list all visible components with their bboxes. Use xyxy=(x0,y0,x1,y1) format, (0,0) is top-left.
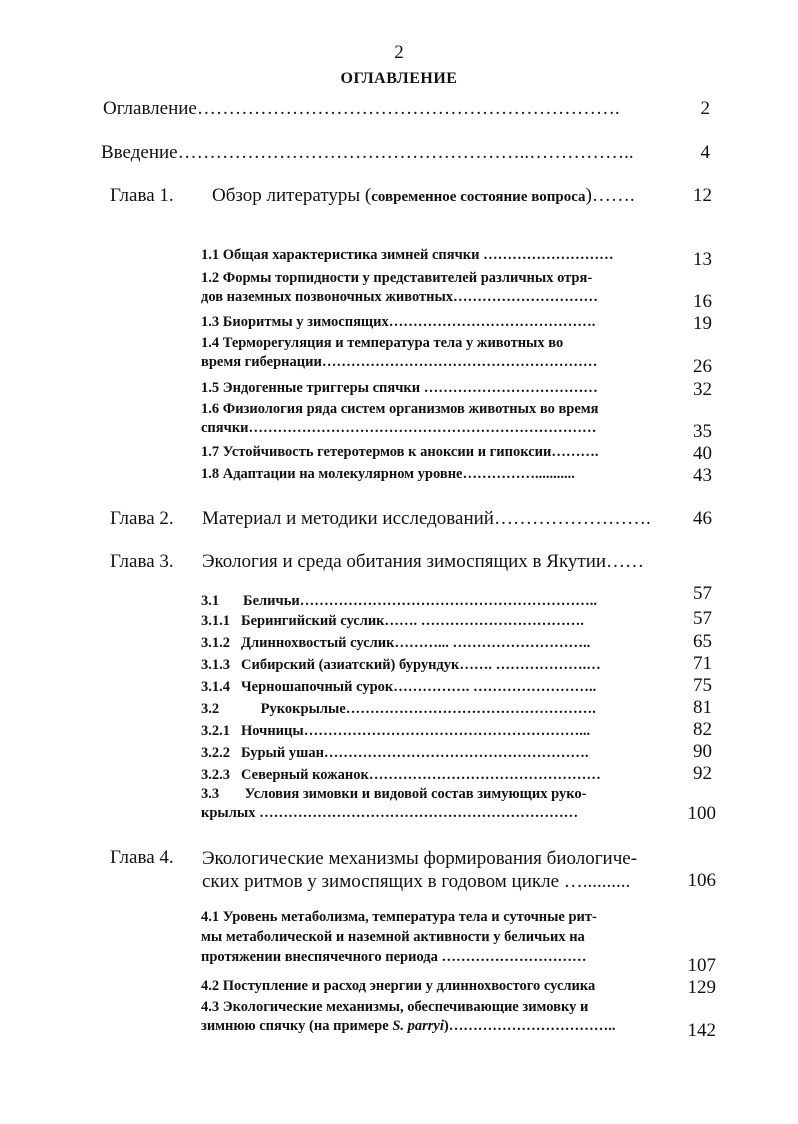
toc-entry-3-1-4[interactable] xyxy=(201,678,596,697)
entry-line: 1.6 Физиология ряда систем организмов животных во время xyxy=(201,401,599,417)
toc-entry-1-6[interactable] xyxy=(201,400,599,438)
page-ref: 46 xyxy=(693,508,712,529)
entry-number: 3.1.3 xyxy=(201,657,230,673)
entry-text: Северный кожанок………………………………………… xyxy=(241,767,601,783)
entry-line: спячки……………………………………………………………… xyxy=(201,420,597,436)
page-ref: 57 xyxy=(693,608,712,629)
toc-entry-1-8[interactable]: 1.8 Адаптации на молекулярном уровне……………........... xyxy=(201,466,575,482)
entry-leader: )…………………………….. xyxy=(443,1018,616,1034)
chapter-title-text: Обзор литературы ( xyxy=(212,185,372,206)
toc-entry-3-2-3[interactable] xyxy=(201,766,601,785)
page-ref: 16 xyxy=(693,291,712,312)
entry-line: 1.2 Формы торпидности у представителей различных отря- xyxy=(201,270,593,286)
page-ref: 92 xyxy=(693,763,712,784)
entry-line: ских ритмов у зимоспящих в годовом цикле ….......... xyxy=(202,871,631,892)
page-ref: 26 xyxy=(693,356,712,377)
entry-line: 4.1 Уровень метаболизма, температура тела и суточные рит- xyxy=(201,909,597,925)
chapter-title-leader: )……. xyxy=(585,185,635,206)
entry-number: 3.2 xyxy=(201,701,220,717)
page-ref: 81 xyxy=(693,697,712,718)
toc-entry-3-1-2[interactable] xyxy=(201,634,590,653)
toc-entry-contents[interactable]: Оглавление…………………………………………………………. xyxy=(103,98,620,119)
chapter-label: Глава 2. xyxy=(110,508,174,529)
entry-text: Бурый ушан………………………………………………. xyxy=(241,745,589,761)
toc-entry-1-7[interactable]: 1.7 Устойчивость гетеротермов к аноксии и гипоксии………. xyxy=(201,444,599,460)
entry-text: Рукокрылые……………………………………………. xyxy=(257,701,596,717)
toc-entry-chapter-2[interactable]: Материал и методики исследований……………………. xyxy=(202,508,651,529)
toc-entry-1-1[interactable]: 1.1 Общая характеристика зимней спячки ……………………… xyxy=(201,247,614,263)
page-ref: 100 xyxy=(687,803,716,824)
toc-entry-1-2[interactable] xyxy=(201,269,598,307)
entry-text: зимнюю спячку (на примере xyxy=(201,1018,393,1034)
page-ref: 90 xyxy=(693,741,712,762)
toc-heading: ОГЛАВЛЕНИЕ xyxy=(340,70,458,87)
toc-entry-1-4[interactable] xyxy=(201,334,597,372)
page-ref: 35 xyxy=(693,421,712,442)
toc-entry-1-3[interactable]: 1.3 Биоритмы у зимоспящих……………………………………. xyxy=(201,314,596,330)
entry-text: Берингийский суслик……. ……………………………. xyxy=(241,613,584,629)
entry-line: время гибернации………………………………………………… xyxy=(201,354,598,370)
toc-entry-3-3[interactable] xyxy=(201,785,586,823)
toc-entry-introduction[interactable]: Введение………………………………………………..…………….. xyxy=(101,142,634,163)
entry-number: 3.1.4 xyxy=(201,679,230,695)
page-ref: 43 xyxy=(693,465,712,486)
entry-number: 3.3 xyxy=(201,786,220,802)
entry-line: дов наземных позвоночных животных………………………… xyxy=(201,289,599,305)
entry-line: мы метаболической и наземной активности у беличьих на xyxy=(201,929,585,945)
entry-number: 3.1 xyxy=(201,593,220,609)
page-ref: 13 xyxy=(693,249,712,270)
page-ref: 106 xyxy=(687,870,716,891)
chapter-title-subtitle: современное состояние вопроса xyxy=(371,189,586,205)
toc-entry-1-5[interactable]: 1.5 Эндогенные триггеры спячки ……………………………… xyxy=(201,380,598,396)
toc-entry-3-1[interactable] xyxy=(201,592,597,611)
toc-entry-chapter-1[interactable] xyxy=(212,185,635,207)
toc-entry-chapter-3[interactable]: Экология и среда обитания зимоспящих в Якутии…… xyxy=(202,551,645,572)
page-ref: 75 xyxy=(693,675,712,696)
page-ref: 19 xyxy=(693,313,712,334)
page-ref: 32 xyxy=(693,379,712,400)
chapter-label: Глава 1. xyxy=(110,185,174,206)
entry-text: Сибирский (азиатский) бурундук……. ……………….… xyxy=(241,657,601,673)
toc-entry-4-2[interactable]: 4.2 Поступление и расход энергии у длиннохвостого суслика xyxy=(201,978,596,994)
chapter-label: Глава 4. xyxy=(110,847,174,868)
page-number: 2 xyxy=(394,42,404,63)
entry-line: 1.4 Терморегуляция и температура тела у животных во xyxy=(201,335,564,351)
page-ref: 107 xyxy=(687,955,716,976)
toc-entry-3-2-1[interactable] xyxy=(201,722,590,741)
page-ref: 142 xyxy=(687,1020,716,1041)
toc-entry-3-2[interactable] xyxy=(201,700,596,719)
toc-entry-4-3[interactable] xyxy=(201,998,615,1036)
toc-entry-3-1-1[interactable] xyxy=(201,612,584,631)
entry-text: Черношапочный сурок……………. …………………….. xyxy=(241,679,597,695)
page-ref: 82 xyxy=(693,719,712,740)
page-ref: 4 xyxy=(700,142,710,163)
entry-line: 4.3 Экологические механизмы, обеспечивающие зимовку и xyxy=(201,999,589,1015)
chapter-label: Глава 3. xyxy=(110,551,174,572)
toc-entry-4-1[interactable] xyxy=(201,907,597,967)
species-name: S. parryi xyxy=(392,1018,444,1034)
page-ref: 57 xyxy=(693,583,712,604)
entry-number: 3.1.2 xyxy=(201,635,230,651)
page-ref: 71 xyxy=(693,653,712,674)
entry-number: 3.2.2 xyxy=(201,745,230,761)
entry-text: Ночницы…………………………………………………... xyxy=(241,723,591,739)
entry-number: 3.2.1 xyxy=(201,723,230,739)
page-ref: 2 xyxy=(700,98,710,119)
entry-text: Длиннохвостый суслик………... ……………………….. xyxy=(241,635,591,651)
entry-line: крылых ………………………………………………………… xyxy=(201,805,579,821)
toc-entry-3-1-3[interactable] xyxy=(201,656,601,675)
page-ref: 129 xyxy=(687,977,716,998)
toc-entry-chapter-4[interactable] xyxy=(202,847,637,893)
entry-text: Условия зимовки и видовой состав зимующих руко- xyxy=(241,786,587,802)
toc-entry-3-2-2[interactable] xyxy=(201,744,589,763)
page-ref: 12 xyxy=(693,185,712,206)
entry-number: 3.2.3 xyxy=(201,767,230,783)
entry-text: Беличьи…………………………………………………….. xyxy=(243,593,597,609)
entry-line: Экологические механизмы формирования биологиче- xyxy=(202,848,638,869)
page-ref: 65 xyxy=(693,631,712,652)
entry-line: протяжении внеспячечного периода ………………………… xyxy=(201,949,587,965)
page-ref: 40 xyxy=(693,443,712,464)
entry-number: 3.1.1 xyxy=(201,613,230,629)
